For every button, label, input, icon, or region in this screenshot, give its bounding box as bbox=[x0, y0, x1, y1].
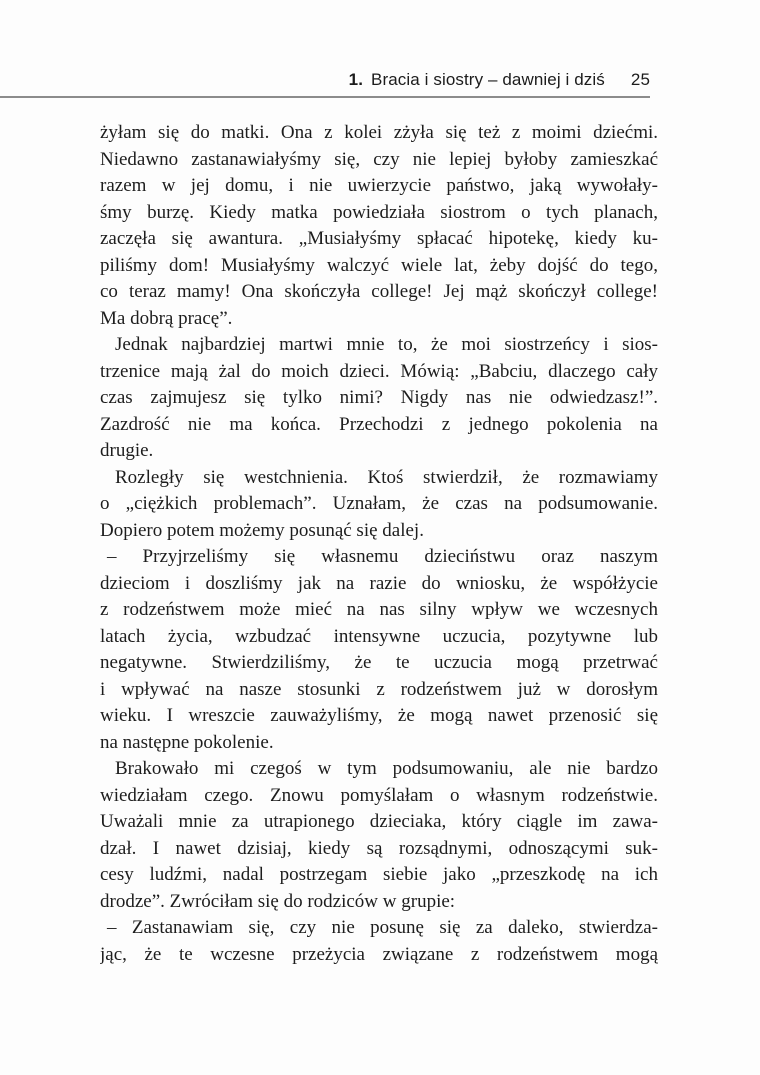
text-line: śmy burzę. Kiedy matka powiedziała siostrom o tych planach, bbox=[100, 201, 658, 223]
chapter-number: 1. bbox=[348, 70, 364, 89]
text-line: negatywne. Stwierdziliśmy, że te uczucia mogą przetrwać bbox=[100, 652, 658, 673]
text-line: z rodzeństwem może mieć na nas silny wpływ we wczesnych bbox=[100, 599, 658, 620]
text-line: latach życia, wzbudzać intensywne uczucia, pozytywne lub bbox=[100, 625, 658, 647]
text-line: – Zastanawiam się, czy nie posunę się za daleko, stwierdza- bbox=[107, 917, 658, 938]
paragraph bbox=[100, 465, 658, 545]
text-line: piliśmy dom! Musiałyśmy walczyć wiele lat, żeby dojść do tego, bbox=[100, 254, 658, 276]
text-line: o „ciężkich problemach”. Uznałam, że czas na podsumowanie. bbox=[100, 493, 658, 514]
paragraph bbox=[100, 332, 658, 465]
page-number: 25 bbox=[630, 70, 650, 89]
text-line: Uważali mnie za utrapionego dzieciaka, który ciągle im zawa- bbox=[100, 811, 658, 832]
text-line: Jednak najbardziej martwi mnie to, że moi siostrzeńcy i sios- bbox=[115, 334, 658, 355]
text-line: żyłam się do matki. Ona z kolei zżyła się też z moimi dziećmi. bbox=[100, 122, 658, 143]
text-line: razem w jej domu, i nie uwierzycie państwo, jaką wywołały- bbox=[100, 175, 658, 196]
text-line: co teraz mamy! Ona skończyła college! Jej mąż skończył college! bbox=[100, 281, 658, 302]
text-line: Ma dobrą pracę”. bbox=[100, 307, 233, 329]
text-line: wieku. I wreszcie zauważyliśmy, że mogą nawet przenosić się bbox=[100, 705, 658, 726]
text-line: Rozległy się westchnienia. Ktoś stwierdził, że rozmawiamy bbox=[115, 466, 658, 488]
text-line: Brakowało mi czegoś w tym podsumowaniu, ale nie bardzo bbox=[115, 758, 658, 779]
text-line: i wpływać na nasze stosunki z rodzeństwem już w dorosłym bbox=[100, 678, 658, 700]
text-line: – Przyjrzeliśmy się własnemu dzieciństwu oraz naszym bbox=[107, 546, 658, 567]
chapter-title: Bracia i siostry – dawniej i dziś bbox=[371, 70, 605, 89]
paragraph-dialogue bbox=[100, 544, 658, 756]
running-header bbox=[0, 70, 650, 90]
text-line: na następne pokolenie. bbox=[100, 731, 274, 753]
text-line: zaczęła się awantura. „Musiałyśmy spłacać hipotekę, kiedy ku- bbox=[100, 228, 658, 249]
text-line: Dopiero potem możemy posunąć się dalej. bbox=[100, 519, 424, 541]
text-line: wiedziałam czego. Znowu pomyślałam o własnym rodzeństwie. bbox=[100, 784, 658, 806]
text-line: Zazdrość nie ma końca. Przechodzi z jednego pokolenia na bbox=[100, 413, 658, 435]
text-line: drodze”. Zwróciłam się do rodziców w grupie: bbox=[100, 890, 456, 912]
header-rule bbox=[0, 96, 650, 98]
paragraph bbox=[100, 756, 658, 915]
text-line: cesy ludźmi, nadal postrzegam siebie jako „przeszkodę na ich bbox=[100, 864, 658, 885]
text-line: dzał. I nawet dzisiaj, kiedy są rozsądnymi, odnoszącymi suk- bbox=[100, 837, 658, 859]
text-line: jąc, że te wczesne przeżycia związane z rodzeństwem mogą bbox=[100, 943, 658, 965]
paragraph bbox=[100, 120, 658, 332]
text-line: dzieciom i doszliśmy jak na razie do wniosku, że współżycie bbox=[100, 572, 658, 594]
text-line: drugie. bbox=[100, 440, 154, 461]
page-body-text bbox=[100, 120, 658, 968]
text-line: Niedawno zastanawiałyśmy się, czy nie lepiej byłoby zamieszkać bbox=[100, 148, 658, 170]
text-line: trzenice mają żal do moich dzieci. Mówią: „Babciu, dlaczego cały bbox=[100, 360, 658, 382]
text-line: czas zajmujesz się tylko nimi? Nigdy nas nie odwiedzasz!”. bbox=[100, 387, 658, 408]
paragraph-dialogue bbox=[100, 915, 658, 968]
